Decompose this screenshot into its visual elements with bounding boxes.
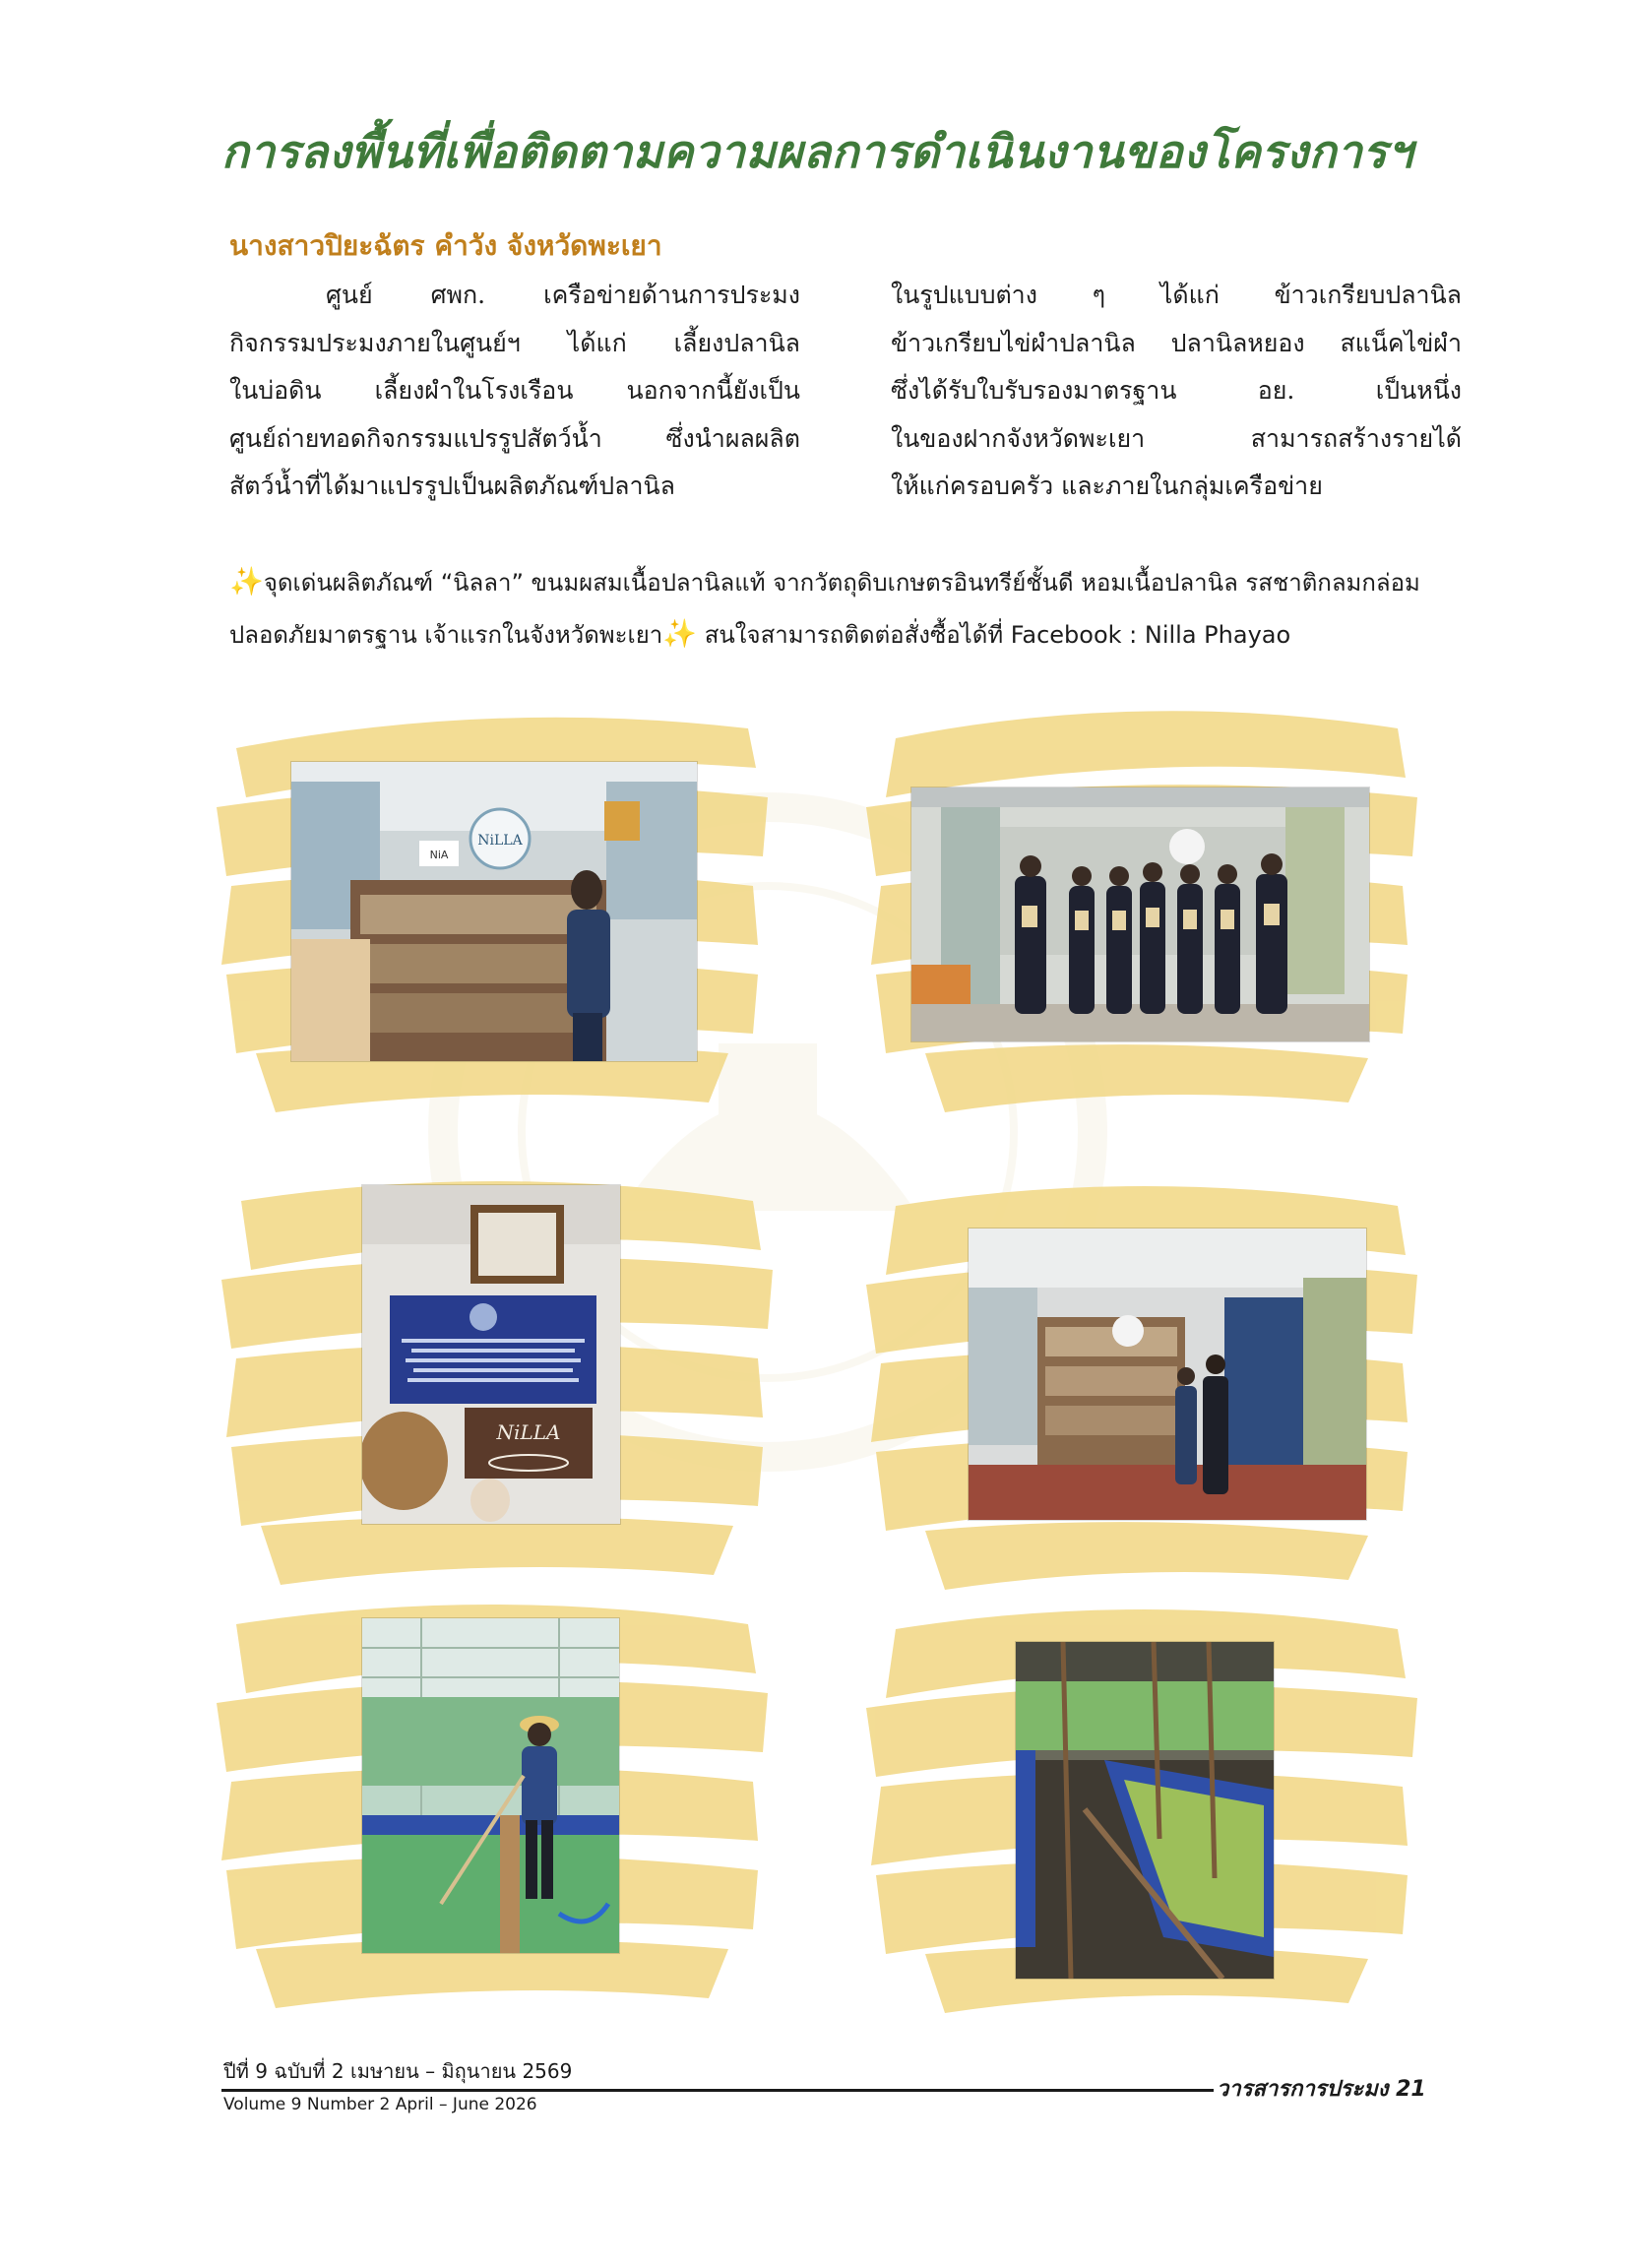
photo-wall-plaque <box>362 1185 620 1524</box>
shop-badge-text: NiA <box>429 849 449 861</box>
footer-journal-page: วารสารการประมง 21 <box>1217 2077 1426 2102</box>
highlight-text: ปลอดภัยมาตรฐาน เจ้าแรกในจังหวัดพะเยา <box>229 621 663 649</box>
body-right-column <box>891 272 1462 511</box>
photo-shop-interior <box>291 762 697 1061</box>
sparkle-icon: ✨ <box>229 565 264 598</box>
photo-pond-tanks <box>1016 1642 1274 1979</box>
highlight-text: จุดเด่นผลิตภัณฑ์ “นิลลา” ขนมผสมเนื้อปลานิลแท้ จากวัตถุดิบเกษตรอินทรีย์ชั้นดี หอมเนื้อปลานิล รสชาติกลมกล่อม <box>263 569 1420 597</box>
body-line: กิจกรรมประมงภายในศูนย์ฯ ได้แก่ เลี้ยงปลานิล <box>229 328 800 357</box>
body-line: ในบ่อดิน เลี้ยงผำในโรงเรือน นอกจากนี้ยังเป็น <box>229 376 800 405</box>
footer-issue-english: Volume 9 Number 2 April – June 2026 <box>223 2095 537 2114</box>
highlight-line-2 <box>229 608 1470 661</box>
photo-group <box>911 788 1369 1041</box>
body-left-column <box>229 272 800 511</box>
wall-sign-text: NiLLA <box>496 1420 561 1444</box>
highlight-text: สนใจสามารถติดต่อสั่งซื้อได้ที่ Facebook : Nilla Phayao <box>697 621 1291 649</box>
photo-pond-worker <box>362 1618 619 1953</box>
footer-divider <box>221 2089 1214 2092</box>
body-line: ศูนย์ ศพก. เครือข่ายด้านการประมง <box>326 281 800 309</box>
sparkle-icon: ✨ <box>662 617 698 650</box>
body-line: ในรูปแบบต่าง ๆ ได้แก่ ข้าวเกรียบปลานิล <box>891 281 1462 309</box>
body-line: ข้าวเกรียบไข่ผำปลานิล ปลานิลหยอง สแน็คไข่ผำ <box>891 328 1462 357</box>
product-highlight <box>229 556 1470 661</box>
body-line: ซึ่งได้รับใบรับรองมาตรฐาน อย. เป็นหนึ่ง <box>891 376 1462 405</box>
footer-issue-thai: ปีที่ 9 ฉบับที่ 2 เมษายน – มิถุนายน 2569 <box>223 2059 573 2083</box>
shop-sign-text: NiLLA <box>477 833 523 849</box>
body-line: สัตว์น้ำที่ได้มาแปรรูปเป็นผลิตภัณฑ์ปลานิล <box>229 472 675 500</box>
author-name: นางสาวปิยะฉัตร คำวัง จังหวัดพะเยา <box>229 229 662 262</box>
highlight-line-1 <box>229 556 1470 608</box>
body-line: ให้แก่ครอบครัว และภายในกลุ่มเครือข่าย <box>891 472 1323 500</box>
body-line: ศูนย์ถ่ายทอดกิจกรรมแปรรูปสัตว์น้ำ ซึ่งนำผลผลิต <box>229 423 800 453</box>
photo-shop-visit <box>969 1228 1366 1520</box>
article-title: การลงพื้นที่เพื่อติดตามความผลการดำเนินงานของโครงการฯ <box>221 125 1413 178</box>
body-line: ในของฝากจังหวัดพะเยา สามารถสร้างรายได้ <box>891 423 1462 453</box>
